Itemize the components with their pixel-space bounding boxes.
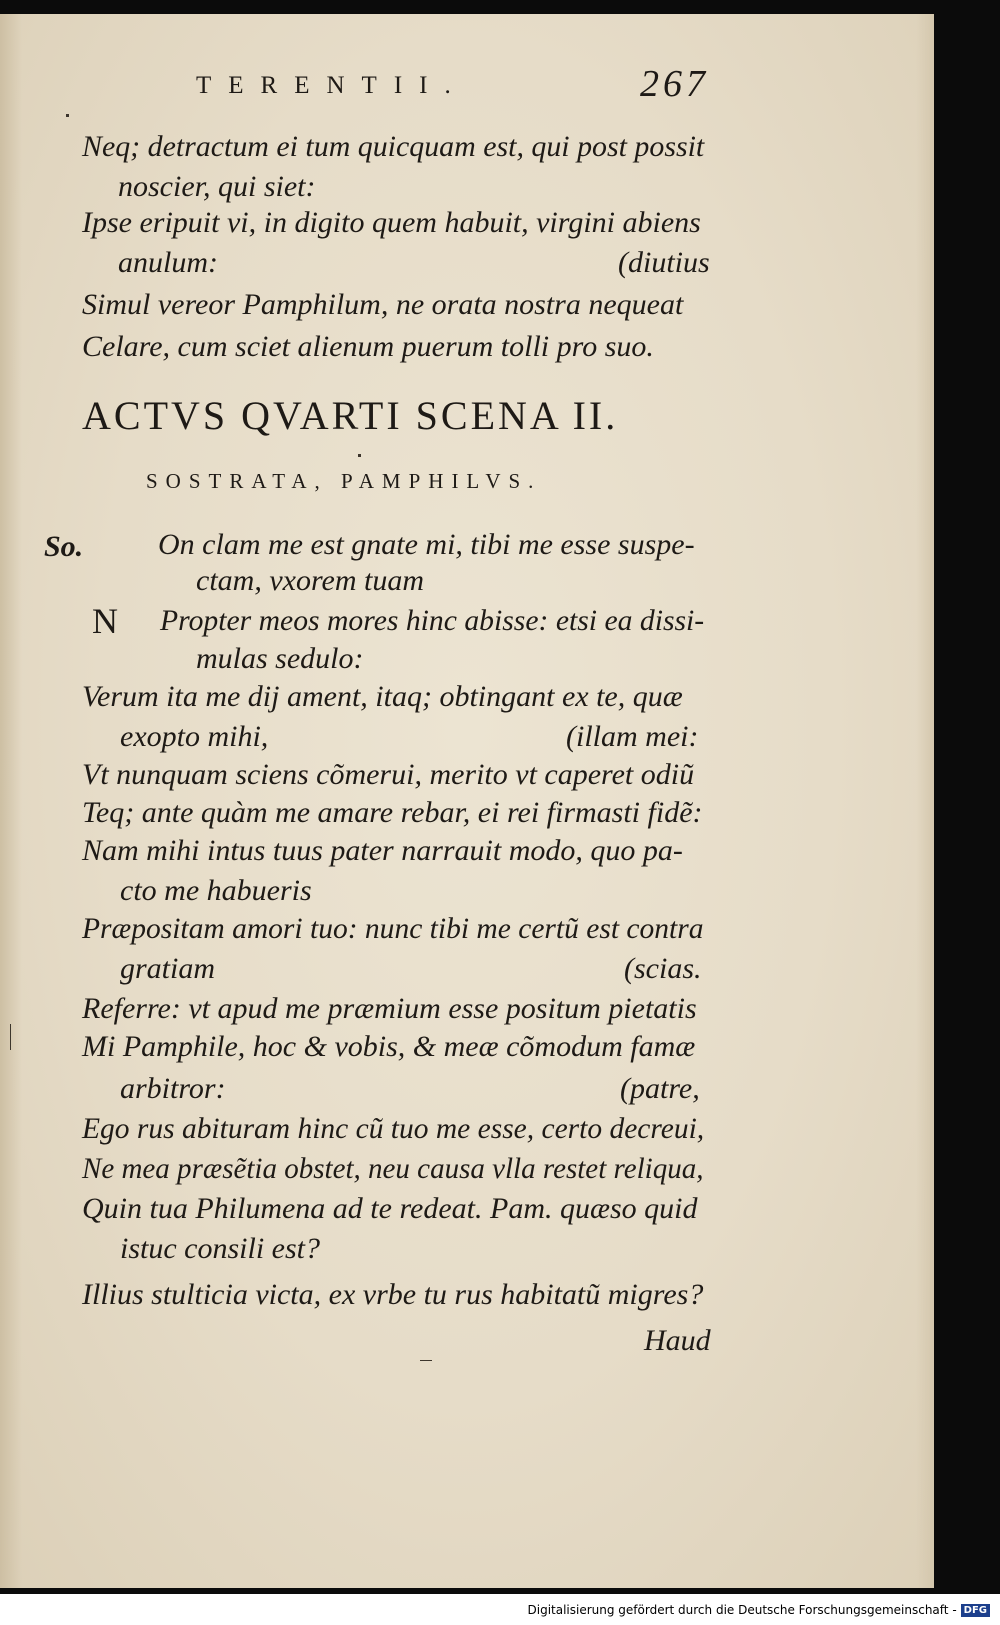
verse-line: cto me habueris — [120, 874, 312, 907]
verse-line: mulas sedulo: — [196, 642, 364, 675]
ink-speck — [10, 1024, 11, 1050]
verse-line: Quin tua Philumena ad te redeat. Pam. quæso quid — [82, 1192, 698, 1225]
ink-speck — [420, 1360, 432, 1361]
verse-line: Propter meos mores hinc abisse: etsi ea dissi- — [160, 604, 705, 637]
turnover-fragment: (scias. — [624, 952, 702, 985]
page-shadow-right — [916, 14, 934, 1588]
verse-line: Referre: vt apud me præmium esse positum pietatis — [82, 992, 697, 1025]
verse-line: Ne mea præsẽtia obstet, neu causa vlla restet reliqua, — [82, 1152, 704, 1185]
act-heading: ACTVS QVARTI SCENA II. — [82, 393, 619, 438]
speaker-label: So. — [44, 530, 84, 563]
verse-line: exopto mihi, — [120, 720, 269, 753]
verse-line: ctam, vxorem tuam — [196, 564, 424, 597]
page-number: 267 — [640, 63, 709, 105]
ink-speck — [358, 454, 361, 457]
verse-line: Simul vereor Pamphilum, ne orata nostra nequeat — [82, 288, 684, 321]
catchword: Haud — [644, 1324, 711, 1357]
verse-line: gratiam — [120, 952, 216, 985]
turnover-fragment: (diutius — [618, 246, 710, 279]
verse-line: istuc consili est? — [120, 1232, 320, 1265]
verse-line: On clam me est gnate mi, tibi me esse suspe- — [158, 528, 695, 561]
verse-line: Ego rus abituram hinc cũ tuo me esse, certo decreui, — [82, 1112, 705, 1145]
running-head: TERENTII. — [196, 72, 468, 99]
credit-text: Digitalisierung gefördert durch die Deutsche Forschungsgemeinschaft - — [527, 1603, 957, 1617]
verse-line: Verum ita me dij ament, itaq; obtingant ex te, quæ — [82, 680, 683, 713]
verse-line: Ipse eripuit vi, in digito quem habuit, virgini abiens — [82, 206, 701, 239]
verse-line: Teq; ante quàm me amare rebar, ei rei firmasti fidẽ: — [82, 796, 703, 829]
verse-line: Illius stulticia victa, ex vrbe tu rus habitatũ migres? — [82, 1278, 704, 1311]
turnover-fragment: (patre, — [620, 1072, 700, 1105]
verse-line: arbitror: — [120, 1072, 226, 1105]
verse-line: Vt nunquam sciens cõmerui, merito vt caperet odiũ — [82, 758, 695, 791]
verse-line: Mi Pamphile, hoc & vobis, & meæ cõmodum famæ — [82, 1030, 696, 1063]
dfg-logo: DFG — [961, 1604, 990, 1617]
verse-line: Præpositam amori tuo: nunc tibi me certũ est contra — [82, 912, 704, 945]
verse-line: Nam mihi intus tuus pater narrauit modo, quo pa- — [82, 834, 683, 867]
verse-line: Neq; detractum ei tum quicquam est, qui post possit — [82, 130, 705, 163]
book-page — [0, 14, 934, 1588]
ink-speck — [66, 114, 69, 117]
initial-letter: N — [92, 601, 118, 641]
verse-line: anulum: — [118, 246, 218, 279]
turnover-fragment: (illam mei: — [566, 720, 699, 753]
cast-list: SOSTRATA, PAMPHILVS. — [146, 469, 542, 493]
verse-line: noscier, qui siet: — [118, 170, 316, 203]
page-shadow-left — [0, 14, 22, 1588]
digitization-credit — [528, 1603, 991, 1617]
verse-line: Celare, cum sciet alienum puerum tolli pro suo. — [82, 330, 654, 363]
